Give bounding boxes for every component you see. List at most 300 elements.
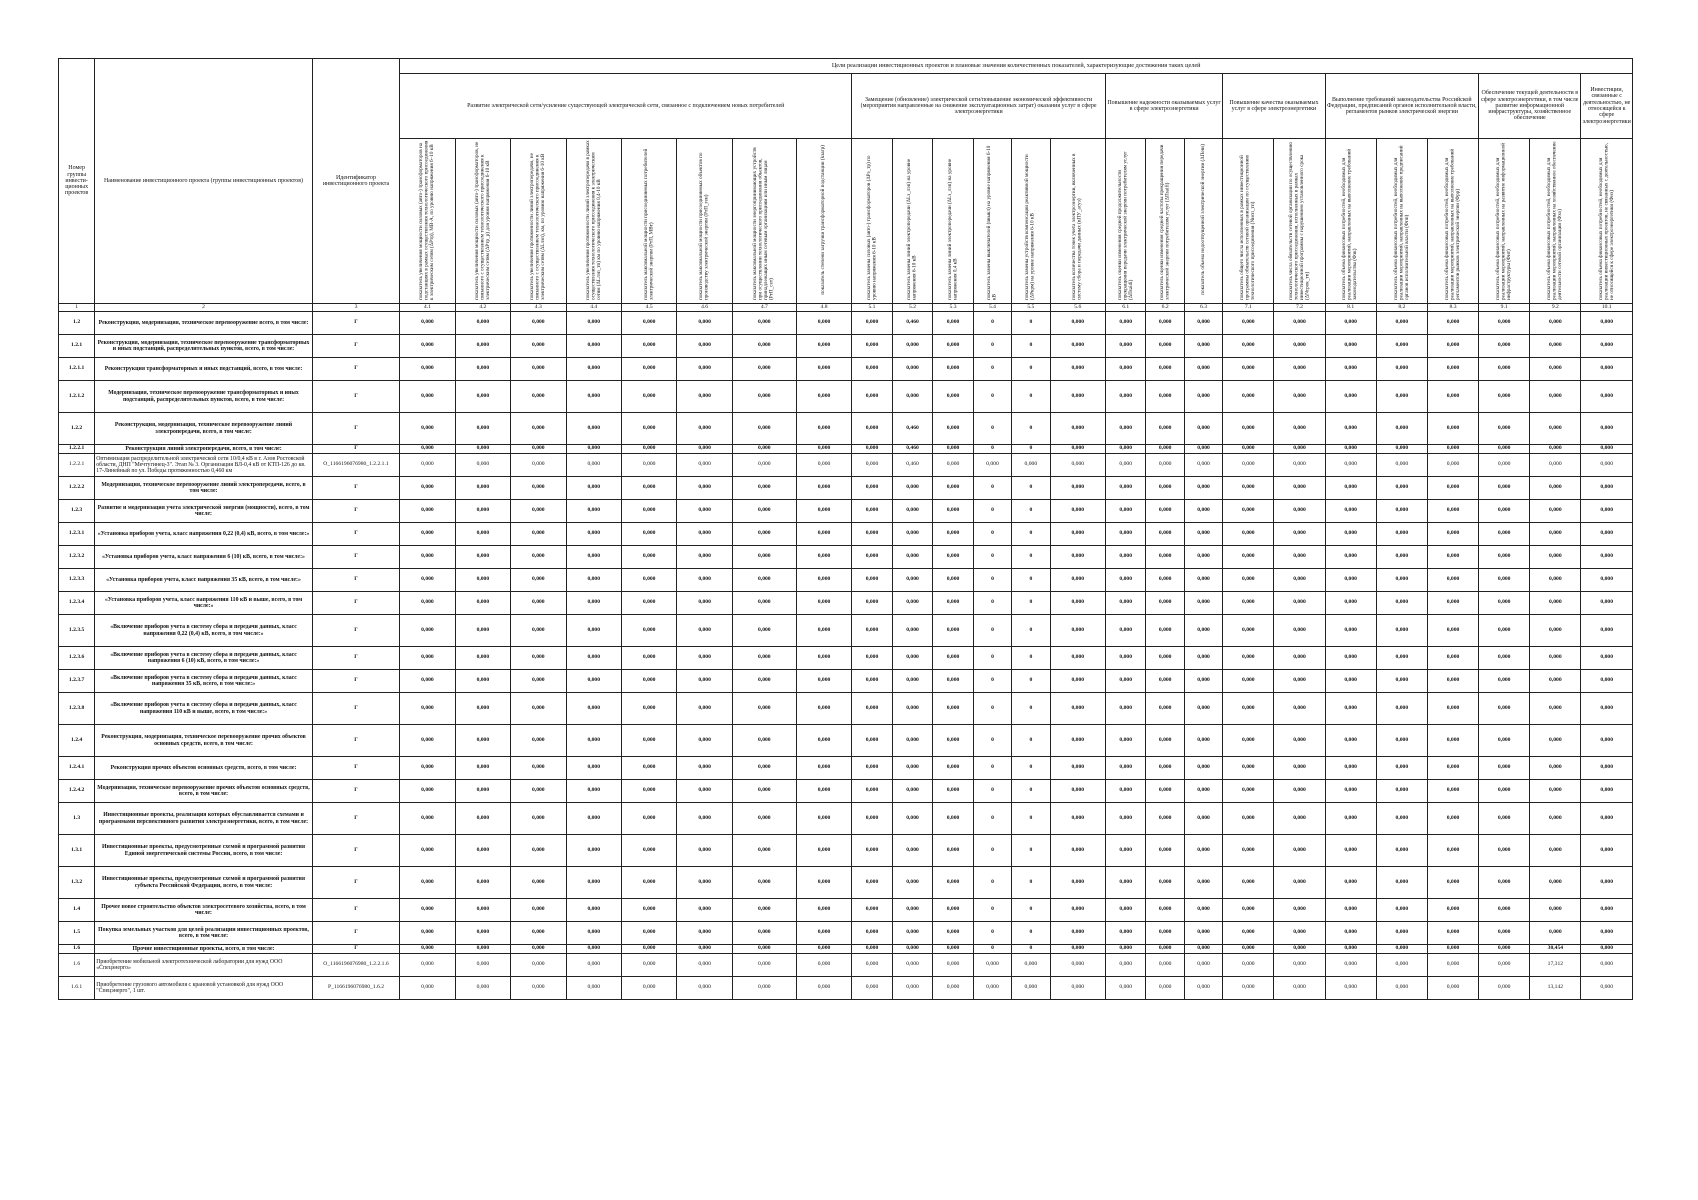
value-cell: 0,000 bbox=[1105, 867, 1146, 899]
value-cell: 0,000 bbox=[1479, 454, 1530, 477]
value-cell: 0,000 bbox=[1050, 757, 1105, 780]
value-cell: 0,000 bbox=[1146, 523, 1184, 546]
column-number: 4.6 bbox=[677, 304, 732, 312]
value-cell: 0,000 bbox=[1376, 954, 1427, 977]
value-cell: 0,000 bbox=[566, 647, 621, 670]
project-name-cell: «Установка приборов учета, класс напряжения 110 кВ и выше, всего, в том числе:» bbox=[95, 592, 313, 615]
value-cell: 0 bbox=[973, 945, 1011, 954]
value-cell: 0,000 bbox=[796, 569, 851, 592]
value-cell: 0,000 bbox=[933, 954, 974, 977]
group-header: Повышение надежности оказываемых услуг в сфере электроэнергетики bbox=[1105, 74, 1222, 139]
value-cell: 0,000 bbox=[892, 803, 933, 835]
value-cell: 0,000 bbox=[1530, 670, 1581, 693]
value-cell: 0 bbox=[1012, 413, 1050, 445]
value-cell: 0,000 bbox=[1479, 615, 1530, 647]
value-cell: 0,000 bbox=[1530, 693, 1581, 725]
value-cell: 0,000 bbox=[455, 725, 510, 757]
value-cell: 0,000 bbox=[400, 899, 455, 922]
value-cell: 0,000 bbox=[1105, 954, 1146, 977]
value-cell: 0 bbox=[1012, 312, 1050, 335]
indicator-header-label: показатель максимальной мощности присоединяемых потребителей электрической энергии (PтП, МВт) bbox=[642, 148, 655, 300]
value-cell: 0,000 bbox=[1479, 546, 1530, 569]
value-cell: 0,000 bbox=[1427, 954, 1478, 977]
value-cell: 0 bbox=[1012, 335, 1050, 358]
value-cell: 0 bbox=[973, 477, 1011, 500]
value-cell: 0,000 bbox=[1581, 454, 1633, 477]
value-cell: 0,000 bbox=[677, 977, 732, 1000]
value-cell: 0 bbox=[973, 615, 1011, 647]
value-cell: 0,000 bbox=[1050, 899, 1105, 922]
value-cell: 0,000 bbox=[1479, 780, 1530, 803]
value-cell: 0,000 bbox=[1581, 381, 1633, 413]
value-cell: 0,000 bbox=[1050, 693, 1105, 725]
column-number: 5.6 bbox=[1050, 304, 1105, 312]
column-number: 3 bbox=[312, 304, 399, 312]
project-id-cell: Г bbox=[312, 780, 399, 803]
value-cell: 0,000 bbox=[1105, 945, 1146, 954]
value-cell: 0,000 bbox=[1376, 647, 1427, 670]
value-cell: 0,000 bbox=[892, 477, 933, 500]
value-cell: 0,000 bbox=[1479, 867, 1530, 899]
indicator-header-label: показатель оценки изменения средней частоты прекращения передачи электрической энергии потребителям услуг (ΔПsaifi) bbox=[1158, 144, 1171, 300]
value-cell: 0,000 bbox=[1530, 569, 1581, 592]
value-cell: 0,000 bbox=[1427, 780, 1478, 803]
value-cell: 0,000 bbox=[400, 725, 455, 757]
value-cell: 0,000 bbox=[1184, 647, 1222, 670]
value-cell: 0,000 bbox=[1146, 867, 1184, 899]
value-cell: 0,000 bbox=[677, 922, 732, 945]
value-cell: 0,000 bbox=[796, 647, 851, 670]
indicator-header-label: показатель увеличения мощности силовых (авто-) трансформаторов, не связанного с осуществлением технологического присоединения к электрическим сетям (ΔPтр_р) для уровня напряжения 6-10 кВ bbox=[473, 141, 491, 300]
project-name-cell: Инвестиционные проекты, реализация которых обуславливается схемами и программами перспективного развития электроэнергетики, всего, в том числе: bbox=[95, 803, 313, 835]
value-cell: 0,000 bbox=[732, 381, 796, 413]
value-cell: 0,000 bbox=[933, 803, 974, 835]
value-cell: 0,000 bbox=[1274, 867, 1325, 899]
row-number-cell: 1.2.3.1 bbox=[59, 523, 95, 546]
value-cell: 0 bbox=[973, 693, 1011, 725]
value-cell: 0,000 bbox=[1376, 757, 1427, 780]
value-cell: 0,000 bbox=[566, 922, 621, 945]
row-number-cell: 1.2.4 bbox=[59, 725, 95, 757]
value-cell: 0,000 bbox=[1427, 867, 1478, 899]
value-cell: 0,000 bbox=[1479, 592, 1530, 615]
project-name-cell: Покупка земельных участков для целей реализации инвестиционных проектов, всего, в том числе: bbox=[95, 922, 313, 945]
value-cell: 0,000 bbox=[1325, 381, 1376, 413]
indicator-header-label: показатель замены линий электропередачи (ΔLз_лэп) на уровне напряжения 0,4 кВ bbox=[946, 158, 959, 300]
value-cell: 0,000 bbox=[1479, 954, 1530, 977]
value-cell: 0,000 bbox=[732, 312, 796, 335]
value-cell: 0,000 bbox=[1376, 725, 1427, 757]
row-number-cell: 1.2.1.1 bbox=[59, 358, 95, 381]
value-cell: 0,000 bbox=[1105, 835, 1146, 867]
table-row bbox=[59, 358, 1633, 381]
project-id-cell: Г bbox=[312, 867, 399, 899]
indicator-header bbox=[1581, 139, 1633, 304]
value-cell: 0,000 bbox=[732, 977, 796, 1000]
table-row bbox=[59, 592, 1633, 615]
value-cell: 0,000 bbox=[1105, 500, 1146, 523]
table-row bbox=[59, 780, 1633, 803]
project-name-cell: «Установка приборов учета, класс напряжения 35 кВ, всего, в том числе:» bbox=[95, 569, 313, 592]
value-cell: 0,000 bbox=[1050, 615, 1105, 647]
value-cell: 0 bbox=[1012, 780, 1050, 803]
value-cell: 0,000 bbox=[732, 445, 796, 454]
indicator-header-label: показатель объема финансовых потребностей, необходимых для реализации инвестиционных проектов, не связанных с деятельностью, не относящейся к сфере электроэнергетики (Фнэ) bbox=[1597, 142, 1615, 300]
value-cell: 0,000 bbox=[1479, 335, 1530, 358]
value-cell: 0,000 bbox=[933, 670, 974, 693]
value-cell: 0,460 bbox=[892, 454, 933, 477]
value-cell: 0,000 bbox=[796, 945, 851, 954]
value-cell: 0,000 bbox=[1184, 922, 1222, 945]
value-cell: 0,000 bbox=[892, 523, 933, 546]
value-cell: 0,000 bbox=[1530, 523, 1581, 546]
value-cell: 0,000 bbox=[1530, 546, 1581, 569]
value-cell: 0,000 bbox=[1376, 867, 1427, 899]
column-number: 5.2 bbox=[892, 304, 933, 312]
value-cell: 0,000 bbox=[1146, 977, 1184, 1000]
value-cell: 0,000 bbox=[1223, 693, 1274, 725]
value-cell: 0 bbox=[1012, 670, 1050, 693]
project-name-cell: Приобретение грузового автомобиля с крановой установкой для нужд ООО "Спецэнерго", 1 шт. bbox=[95, 977, 313, 1000]
column-number: 6.3 bbox=[1184, 304, 1222, 312]
project-id-cell: Г bbox=[312, 381, 399, 413]
value-cell: 0,000 bbox=[1146, 725, 1184, 757]
value-cell: 0,000 bbox=[1223, 647, 1274, 670]
indicator-header-label: показатель максимальной мощности энергопринимающих устройств при осуществлении технологического присоединения объектов, принадлежащих иным сетевым организациям или иным лицам (PтП_сет) bbox=[752, 147, 775, 300]
value-cell: 0,000 bbox=[511, 454, 566, 477]
value-cell: 0,000 bbox=[1479, 358, 1530, 381]
value-cell: 0,000 bbox=[1146, 922, 1184, 945]
indicator-header bbox=[621, 139, 676, 304]
indicator-header bbox=[400, 139, 455, 304]
value-cell: 0,000 bbox=[1274, 803, 1325, 835]
value-cell: 0,000 bbox=[400, 546, 455, 569]
value-cell: 0,000 bbox=[1105, 803, 1146, 835]
indicator-header-label: показатель увеличения протяженности линий электропередачи в рамках осуществления технологического присоединения к электрическим сетям (ΔLлэп_тп) км по уровню напряжения 0,4-10 кВ bbox=[584, 140, 602, 300]
value-cell: 0,000 bbox=[1376, 977, 1427, 1000]
value-cell: 0,000 bbox=[732, 615, 796, 647]
value-cell: 0,000 bbox=[566, 693, 621, 725]
value-cell: 0,000 bbox=[973, 977, 1011, 1000]
row-number-cell: 1.2.4.2 bbox=[59, 780, 95, 803]
value-cell: 0,000 bbox=[1325, 945, 1376, 954]
column-number-row bbox=[59, 304, 1633, 312]
table-row bbox=[59, 615, 1633, 647]
value-cell: 0,000 bbox=[400, 592, 455, 615]
value-cell: 0,000 bbox=[1581, 945, 1633, 954]
value-cell: 0,000 bbox=[1427, 693, 1478, 725]
value-cell: 0,000 bbox=[1376, 670, 1427, 693]
value-cell: 0 bbox=[973, 569, 1011, 592]
column-number: 4.8 bbox=[796, 304, 851, 312]
value-cell: 0,000 bbox=[933, 977, 974, 1000]
value-cell: 0,000 bbox=[621, 954, 676, 977]
value-cell: 0,000 bbox=[1376, 500, 1427, 523]
value-cell: 0,000 bbox=[1427, 670, 1478, 693]
value-cell: 0,000 bbox=[892, 899, 933, 922]
value-cell: 0,000 bbox=[1530, 477, 1581, 500]
value-cell: 0,000 bbox=[621, 569, 676, 592]
value-cell: 0,000 bbox=[1274, 358, 1325, 381]
value-cell: 0,000 bbox=[732, 835, 796, 867]
value-cell: 0,000 bbox=[933, 500, 974, 523]
value-cell: 0,000 bbox=[1581, 757, 1633, 780]
value-cell: 0,000 bbox=[933, 413, 974, 445]
table-row bbox=[59, 445, 1633, 454]
value-cell: 0,000 bbox=[621, 381, 676, 413]
value-cell: 0,000 bbox=[1479, 835, 1530, 867]
value-cell: 0,000 bbox=[1325, 445, 1376, 454]
value-cell: 0,000 bbox=[511, 569, 566, 592]
indicator-header bbox=[892, 139, 933, 304]
table-row bbox=[59, 454, 1633, 477]
value-cell: 0,000 bbox=[1530, 592, 1581, 615]
value-cell: 0,000 bbox=[400, 523, 455, 546]
value-cell: 0,000 bbox=[1105, 358, 1146, 381]
value-cell: 0,000 bbox=[566, 780, 621, 803]
project-name-cell: Реконструкция трансформаторных и иных подстанций, всего, в том числе: bbox=[95, 358, 313, 381]
value-cell: 0,000 bbox=[511, 312, 566, 335]
value-cell: 0 bbox=[1012, 523, 1050, 546]
value-cell: 0,000 bbox=[1146, 335, 1184, 358]
value-cell: 0,460 bbox=[892, 312, 933, 335]
value-cell: 0 bbox=[973, 670, 1011, 693]
project-name-cell: Прочее новое строительство объектов электросетевого хозяйства, всего, в том числе: bbox=[95, 899, 313, 922]
value-cell: 0,000 bbox=[1376, 335, 1427, 358]
value-cell: 0,000 bbox=[732, 899, 796, 922]
row-number-cell: 1.6 bbox=[59, 945, 95, 954]
value-cell: 0,000 bbox=[1479, 945, 1530, 954]
project-id-cell: О_1166196076980_1.2.2.1.6 bbox=[312, 954, 399, 977]
value-cell: 0,000 bbox=[566, 358, 621, 381]
value-cell: 0,000 bbox=[1479, 670, 1530, 693]
value-cell: 0,000 bbox=[1427, 500, 1478, 523]
row-number-cell: 1.2.2.2 bbox=[59, 477, 95, 500]
value-cell: 0,000 bbox=[1325, 569, 1376, 592]
value-cell: 0,000 bbox=[1581, 835, 1633, 867]
value-cell: 0 bbox=[973, 523, 1011, 546]
table-row bbox=[59, 523, 1633, 546]
row-number-cell: 1.2.3.7 bbox=[59, 670, 95, 693]
value-cell: 0,000 bbox=[1105, 922, 1146, 945]
value-cell: 0,000 bbox=[455, 757, 510, 780]
value-cell: 0,000 bbox=[852, 615, 893, 647]
project-id-cell: Г bbox=[312, 335, 399, 358]
value-cell: 0 bbox=[1012, 445, 1050, 454]
value-cell: 0,000 bbox=[677, 835, 732, 867]
table-row bbox=[59, 312, 1633, 335]
value-cell: 0,000 bbox=[621, 546, 676, 569]
value-cell: 0,000 bbox=[1105, 670, 1146, 693]
project-name-cell: Оптимизация распределительной электрической сети 10/0,4 кВ в г. Азов Ростовской области, ДНП "Мечтугинец-3". Этап № 3. Организация ВЛ-0,4 кВ от КТП-126 до кв. 17-Линейный по ул. Победы протяженностью 0,460 км bbox=[95, 454, 313, 477]
value-cell: 0,000 bbox=[1274, 899, 1325, 922]
value-cell: 0,000 bbox=[1146, 312, 1184, 335]
col-header-name: Наименование инвестиционного проекта (группы инвестиционных проектов) bbox=[95, 59, 313, 304]
value-cell: 0,000 bbox=[511, 592, 566, 615]
value-cell: 0,000 bbox=[852, 358, 893, 381]
value-cell: 0,000 bbox=[455, 381, 510, 413]
value-cell: 0,000 bbox=[1105, 569, 1146, 592]
value-cell: 0,000 bbox=[852, 592, 893, 615]
value-cell: 0,000 bbox=[852, 780, 893, 803]
value-cell: 0,000 bbox=[1376, 358, 1427, 381]
value-cell: 0,000 bbox=[1325, 725, 1376, 757]
indicator-header bbox=[455, 139, 510, 304]
value-cell: 0,000 bbox=[1105, 693, 1146, 725]
group-header: Обеспечение текущей деятельности в сфере электроэнергетики, в том числе развитие информационной инфраструктуры, хозяйственное обеспечение bbox=[1479, 74, 1581, 139]
value-cell: 0,000 bbox=[1274, 523, 1325, 546]
value-cell: 0,000 bbox=[566, 500, 621, 523]
value-cell: 0,000 bbox=[566, 592, 621, 615]
value-cell: 0,000 bbox=[677, 647, 732, 670]
value-cell: 0,000 bbox=[1105, 454, 1146, 477]
value-cell: 0,000 bbox=[566, 335, 621, 358]
value-cell: 0,000 bbox=[1581, 899, 1633, 922]
value-cell: 0,000 bbox=[1184, 358, 1222, 381]
value-cell: 0,000 bbox=[933, 780, 974, 803]
value-cell: 0,000 bbox=[455, 477, 510, 500]
value-cell: 0,000 bbox=[1479, 381, 1530, 413]
value-cell: 0,000 bbox=[1050, 922, 1105, 945]
value-cell: 0,000 bbox=[1479, 899, 1530, 922]
value-cell: 0,000 bbox=[732, 757, 796, 780]
value-cell: 0,000 bbox=[1376, 780, 1427, 803]
value-cell: 0,000 bbox=[1274, 945, 1325, 954]
value-cell: 0,000 bbox=[1223, 780, 1274, 803]
value-cell: 0,000 bbox=[621, 725, 676, 757]
value-cell: 0,000 bbox=[1581, 500, 1633, 523]
value-cell: 0,000 bbox=[933, 454, 974, 477]
value-cell: 0,000 bbox=[1050, 312, 1105, 335]
value-cell: 0,000 bbox=[1581, 977, 1633, 1000]
row-number-cell: 1.2.3 bbox=[59, 500, 95, 523]
value-cell: 0 bbox=[1012, 546, 1050, 569]
value-cell: 0,000 bbox=[1146, 780, 1184, 803]
value-cell: 0,000 bbox=[892, 977, 933, 1000]
value-cell: 0,000 bbox=[1274, 335, 1325, 358]
value-cell: 0,000 bbox=[455, 780, 510, 803]
value-cell: 0 bbox=[1012, 358, 1050, 381]
project-id-cell: О_1166196076980_1.2.2.1.1 bbox=[312, 454, 399, 477]
value-cell: 0,000 bbox=[677, 445, 732, 454]
value-cell: 0,000 bbox=[933, 477, 974, 500]
value-cell: 0,000 bbox=[566, 454, 621, 477]
value-cell: 0,000 bbox=[455, 803, 510, 835]
value-cell: 0,000 bbox=[1184, 500, 1222, 523]
value-cell: 0,000 bbox=[1581, 312, 1633, 335]
value-cell: 0,000 bbox=[566, 312, 621, 335]
project-name-cell: Реконструкция, модернизация, техническое перевооружение прочих объектов основных средств, всего, в том числе: bbox=[95, 725, 313, 757]
project-name-cell: «Установка приборов учета, класс напряжения 6 (10) кВ, всего, в том числе:» bbox=[95, 546, 313, 569]
value-cell: 0,000 bbox=[796, 445, 851, 454]
project-name-cell: Модернизация, техническое перевооружение прочих объектов основных средств, всего, в том числе: bbox=[95, 780, 313, 803]
indicator-header-label: показатель оценки изменения средней продолжительности прекращения передачи электрической энергии потребителям услуг (ΔПsaidi) bbox=[1116, 151, 1134, 300]
value-cell: 0,000 bbox=[732, 725, 796, 757]
value-cell: 0,000 bbox=[455, 546, 510, 569]
value-cell: 0,000 bbox=[796, 500, 851, 523]
value-cell: 0,000 bbox=[796, 523, 851, 546]
value-cell: 0,000 bbox=[677, 546, 732, 569]
row-number-cell: 1.2.1.2 bbox=[59, 381, 95, 413]
value-cell: 0,000 bbox=[1325, 693, 1376, 725]
value-cell: 0,000 bbox=[892, 922, 933, 945]
indicator-header bbox=[732, 139, 796, 304]
value-cell: 0,000 bbox=[892, 500, 933, 523]
value-cell: 0,000 bbox=[1184, 954, 1222, 977]
value-cell: 0,000 bbox=[1184, 899, 1222, 922]
value-cell: 0,000 bbox=[677, 312, 732, 335]
indicator-header bbox=[1184, 139, 1222, 304]
project-id-cell: Г bbox=[312, 670, 399, 693]
value-cell: 0,000 bbox=[1581, 615, 1633, 647]
value-cell: 0 bbox=[1012, 945, 1050, 954]
value-cell: 0,000 bbox=[796, 381, 851, 413]
value-cell: 0,000 bbox=[566, 523, 621, 546]
value-cell: 0,000 bbox=[1223, 477, 1274, 500]
value-cell: 0,000 bbox=[892, 335, 933, 358]
value-cell: 0,000 bbox=[1105, 445, 1146, 454]
value-cell: 0,000 bbox=[796, 335, 851, 358]
value-cell: 0,000 bbox=[1479, 413, 1530, 445]
value-cell: 0,000 bbox=[1105, 647, 1146, 670]
value-cell: 0,000 bbox=[1184, 803, 1222, 835]
value-cell: 0,000 bbox=[1274, 312, 1325, 335]
value-cell: 0,000 bbox=[511, 954, 566, 977]
value-cell: 0,000 bbox=[732, 413, 796, 445]
value-cell: 0,000 bbox=[1223, 592, 1274, 615]
project-id-cell: Г bbox=[312, 647, 399, 670]
value-cell: 0,000 bbox=[1581, 335, 1633, 358]
value-cell: 0,000 bbox=[892, 647, 933, 670]
project-id-cell: Г bbox=[312, 945, 399, 954]
project-name-cell: Развитие и модернизация учета электрической энергии (мощности), всего, в том числе: bbox=[95, 500, 313, 523]
value-cell: 0,000 bbox=[892, 867, 933, 899]
value-cell: 0,000 bbox=[566, 477, 621, 500]
project-name-cell: «Включение приборов учета в систему сбора и передачи данных, класс напряжения 0,22 (0,4) кВ, всего, в том числе:» bbox=[95, 615, 313, 647]
value-cell: 0,000 bbox=[1274, 615, 1325, 647]
value-cell: 0,000 bbox=[1581, 803, 1633, 835]
project-id-cell: Г bbox=[312, 693, 399, 725]
indicator-header-label: показатель общего числа исполненных в рамках инвестиционной программы обязательств сетевой организации по осуществлению технологического присоединения (Nисп_тп) bbox=[1239, 154, 1257, 300]
value-cell: 0,000 bbox=[796, 546, 851, 569]
value-cell: 0,000 bbox=[732, 922, 796, 945]
value-cell: 0,000 bbox=[1479, 725, 1530, 757]
value-cell: 0 bbox=[973, 780, 1011, 803]
value-cell: 0,000 bbox=[677, 454, 732, 477]
value-cell: 0,000 bbox=[1376, 477, 1427, 500]
value-cell: 0,000 bbox=[892, 569, 933, 592]
value-cell: 0,000 bbox=[1427, 445, 1478, 454]
value-cell: 0 bbox=[1012, 569, 1050, 592]
value-cell: 0 bbox=[973, 335, 1011, 358]
value-cell: 0,000 bbox=[400, 780, 455, 803]
row-number-cell: 1.2.2.1 bbox=[59, 445, 95, 454]
column-number: 4.3 bbox=[511, 304, 566, 312]
value-cell: 0,000 bbox=[1146, 899, 1184, 922]
value-cell: 0,000 bbox=[511, 445, 566, 454]
value-cell: 0 bbox=[973, 835, 1011, 867]
value-cell: 0,000 bbox=[677, 780, 732, 803]
value-cell: 0,000 bbox=[796, 835, 851, 867]
value-cell: 0,000 bbox=[1581, 922, 1633, 945]
value-cell: 0,000 bbox=[1325, 523, 1376, 546]
value-cell: 0,000 bbox=[1274, 647, 1325, 670]
project-name-cell: Приобретение мобильной электротехнической лаборатории для нужд ООО «Спецэнерго» bbox=[95, 954, 313, 977]
value-cell: 0,000 bbox=[1050, 780, 1105, 803]
column-number: 6.2 bbox=[1146, 304, 1184, 312]
indicator-header-label: показатель количества точек учета электроэнергии, включенных в систему сбора и передачи данных (nПУ_асуэ) bbox=[1071, 153, 1083, 300]
value-cell: 0,000 bbox=[1581, 647, 1633, 670]
